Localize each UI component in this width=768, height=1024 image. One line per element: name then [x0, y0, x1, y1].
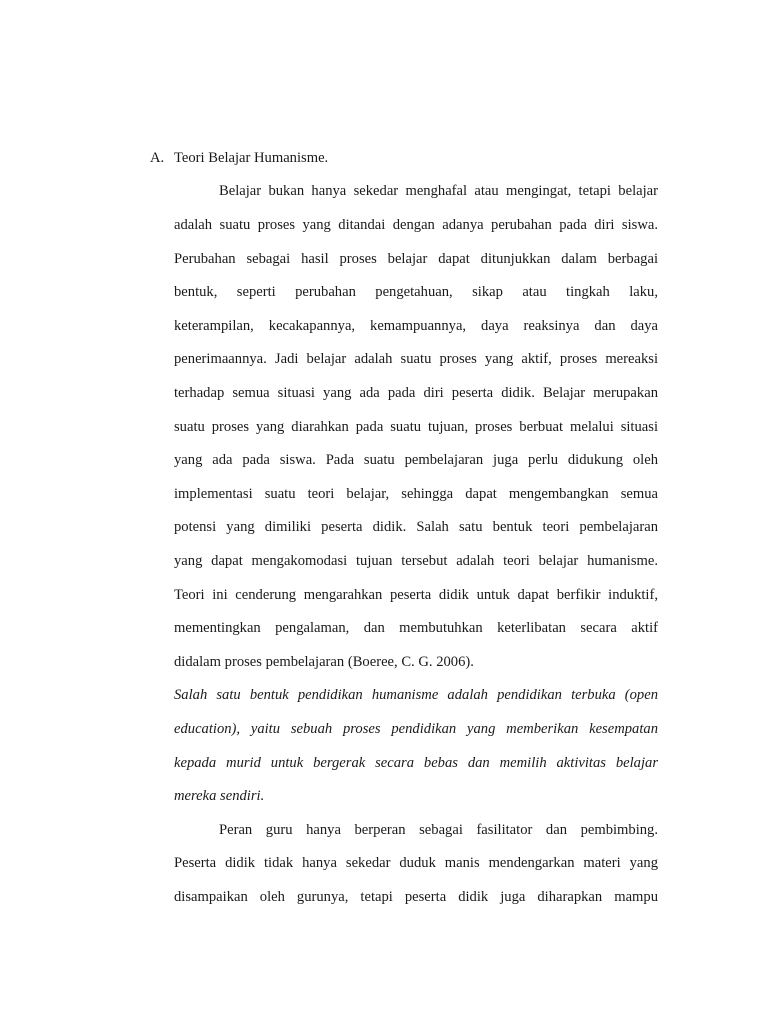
italic-paragraph-line: kepada murid untuk bergerak secara bebas dan memilih aktivitas belajar: [174, 755, 658, 771]
paragraph-line: yang ada pada siswa. Pada suatu pembelajaran juga perlu didukung oleh: [174, 452, 658, 468]
paragraph-line: potensi yang dimiliki peserta didik. Salah satu bentuk teori pembelajaran: [174, 519, 658, 535]
section-marker: A.: [150, 150, 165, 166]
paragraph-line: Teori ini cenderung mengarahkan peserta didik untuk dapat berfikir induktif,: [174, 587, 658, 603]
paragraph-line: keterampilan, kecakapannya, kemampuannya, daya reaksinya dan daya: [174, 318, 658, 334]
paragraph-line: implementasi suatu teori belajar, sehingga dapat mengembangkan semua: [174, 486, 658, 502]
paragraph-line: Belajar bukan hanya sekedar menghafal atau mengingat, tetapi belajar: [219, 183, 658, 199]
section-title: Teori Belajar Humanisme.: [174, 150, 329, 166]
paragraph-line: Peserta didik tidak hanya sekedar duduk manis mendengarkan materi yang: [174, 855, 658, 871]
paragraph-line: adalah suatu proses yang ditandai dengan adanya perubahan pada diri siswa.: [174, 217, 658, 233]
italic-paragraph-line: mereka sendiri.: [174, 788, 265, 804]
paragraph-line: Perubahan sebagai hasil proses belajar dapat ditunjukkan dalam berbagai: [174, 251, 658, 267]
paragraph-line: bentuk, seperti perubahan pengetahuan, sikap atau tingkah laku,: [174, 284, 658, 300]
paragraph-line: Peran guru hanya berperan sebagai fasilitator dan pembimbing.: [219, 822, 658, 838]
italic-paragraph-line: education), yaitu sebuah proses pendidikan yang memberikan kesempatan: [174, 721, 658, 737]
paragraph-line: terhadap semua situasi yang ada pada diri peserta didik. Belajar merupakan: [174, 385, 658, 401]
paragraph-line: didalam proses pembelajaran (Boeree, C. G. 2006).: [174, 654, 474, 670]
section-heading: [150, 148, 328, 168]
paragraph-line: mementingkan pengalaman, dan membutuhkan keterlibatan secara aktif: [174, 620, 658, 636]
paragraph-line: penerimaannya. Jadi belajar adalah suatu proses yang aktif, proses mereaksi: [174, 351, 658, 367]
italic-paragraph-line: Salah satu bentuk pendidikan humanisme adalah pendidikan terbuka (open: [174, 687, 658, 703]
paragraph-line: disampaikan oleh gurunya, tetapi peserta didik juga diharapkan mampu: [174, 889, 658, 905]
paragraph-line: suatu proses yang diarahkan pada suatu tujuan, proses berbuat melalui situasi: [174, 419, 658, 435]
paragraph-line: yang dapat mengakomodasi tujuan tersebut adalah teori belajar humanisme.: [174, 553, 658, 569]
